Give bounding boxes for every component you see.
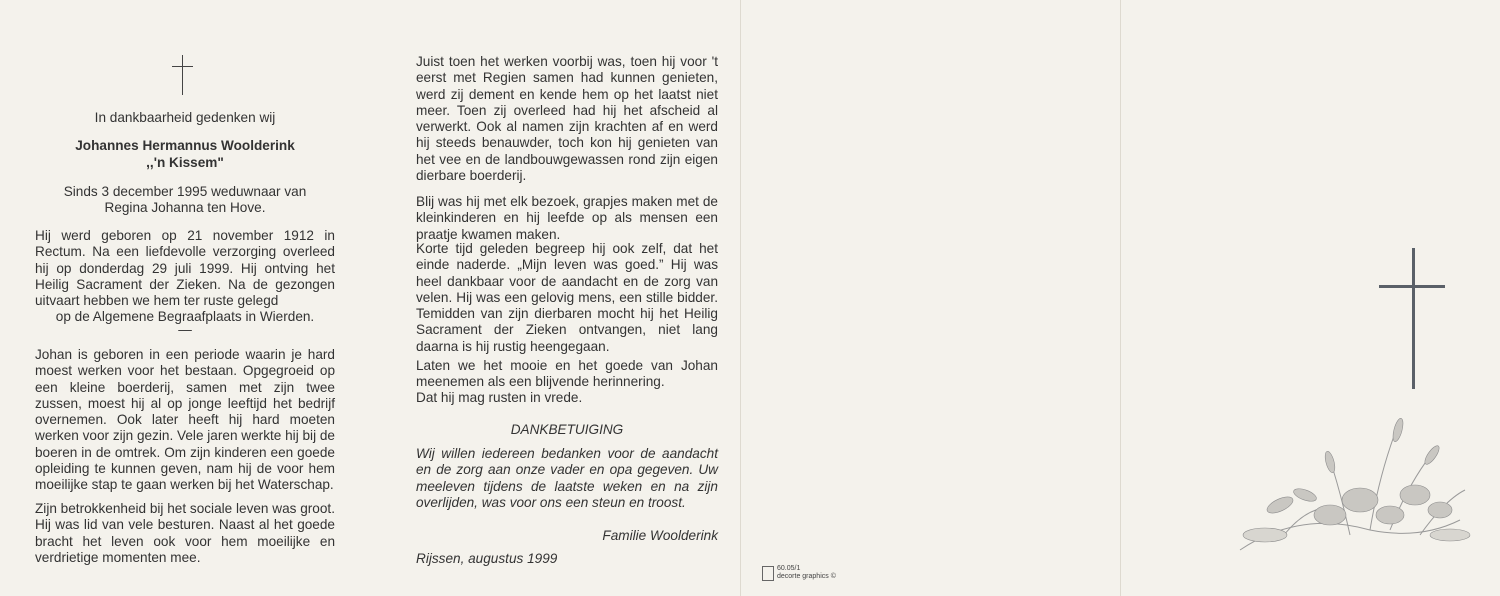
intro-text: In dankbaarheid gedenken wij (94, 110, 276, 125)
birth-paragraph: Hij werd geboren op 21 november 1912 in Rectum. Na een liefdevolle verzorging overleed hij op donderdag 29 juli 1999. Hij ontving het Heilig Sacrament der Zieken. Na de gezongen uitvaart hebben we hem ter ruste gelegd (35, 228, 335, 309)
place-date: Rijssen, augustus 1999 (416, 551, 558, 566)
signature: Familie Woolderink (602, 528, 718, 543)
bio-paragraph-1: Johan is geboren in een periode waarin je hard moest werken voor het bestaan. Opgegroeid op een kleine boerderij, samen met zijn twee zussen, moest hij al op jonge leeftijd het bedrijf overnemen. Ook later heeft hij hard moeten werken voor zijn gezin. Vele jaren werkte hij bij de boeren in de omtrek. Om zijn kinderen een goede opleiding te kunnen geven, nam hij de voor hem moeilijke stap te gaan werken bij het Waterschap. (35, 347, 335, 493)
separator-dash: — (178, 322, 192, 337)
burial-line: op de Algemene Begraafplaats in Wierden. (55, 309, 315, 324)
paragraph-5: Dat hij mag rusten in vrede. (416, 390, 583, 405)
bio-paragraph-2: Zijn betrokkenheid bij het sociale leven was groot. Hij was lid van vele besturen. Naast al het goede bracht het leven ook voor hem moeilijke en verdrietige momenten mee. (35, 501, 335, 565)
decorte-logo-icon (762, 566, 774, 581)
paragraph-3: Korte tijd geleden begreep hij ook zelf, dat het einde naderde. „Mijn leven was goed.” Hij was heel dankbaar voor de aandacht en de zorg van velen. Hij was een gelovig mens, een stille bidder. Temidden van zijn dierbaren mocht hij het Heilig Sacrament der Zieken ontvangen, niet lang daarna is hij rustig heengegaan. (416, 241, 718, 354)
fold-line-right (1120, 0, 1121, 596)
deceased-nickname: ,,'n Kissem" (146, 155, 224, 170)
fold-line-center (740, 0, 741, 596)
imprint-brand: decorte graphics © (777, 573, 836, 580)
paragraph-4: Laten we het mooie en het goede van Johan meenemen als een blijvende herinnering. (416, 358, 718, 390)
imprint-code: 60.05/1 (777, 565, 801, 572)
deceased-name: Johannes Hermannus Woolderink (75, 138, 295, 153)
paragraph-1: Juist toen het werken voorbij was, toen hij voor 't eerst met Regien samen had kunnen genieten, werd zij dement en kende hem op het laatst niet meer. Toen zij overleed had hij het afscheid al verwerkt. Ook al namen zijn krachten af en werd hij steeds benauwder, toch kon hij genieten van het vee en de landbouwgewassen rond zijn eigen dierbare boerderij. (416, 54, 718, 184)
paragraph-2: Blij was hij met elk bezoek, grapjes maken met de kleinkinderen en hij leefde op als mensen een praatje kwamen maken. (416, 194, 718, 242)
flowers-illustration (1220, 400, 1480, 560)
widower-line-2: Regina Johanna ten Hove. (104, 200, 266, 215)
imprint (777, 565, 836, 581)
thanks-title: DANKBETUIGING (510, 422, 624, 437)
widower-line-1: Sinds 3 december 1995 weduwnaar van (63, 184, 307, 199)
thanks-text: Wij willen iedereen bedanken voor de aandacht en de zorg aan onze vader en opa gegeven. Uw meeleven tijdens de laatste weken en na zijn overlijden, was voor ons een steun en troost. (416, 446, 718, 510)
